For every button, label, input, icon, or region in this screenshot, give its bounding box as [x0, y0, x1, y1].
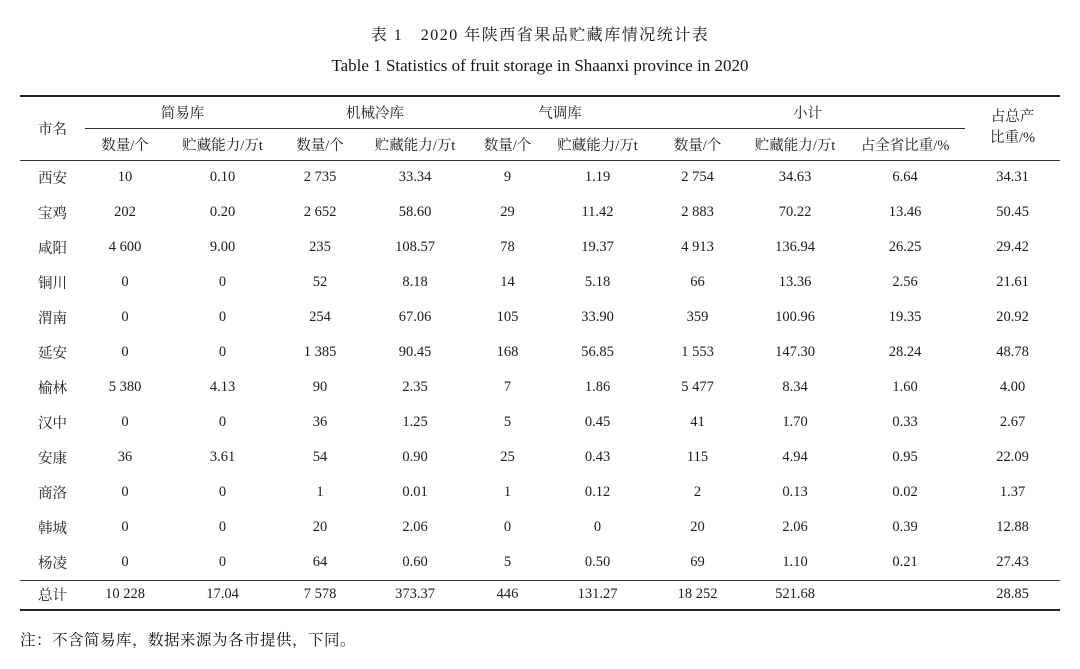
value-cell: 0.33	[892, 414, 918, 430]
table-row	[20, 195, 1060, 230]
col-header-line-2: 比重/%	[989, 130, 1036, 147]
value-cell: 1.60	[892, 379, 918, 395]
value-cell: 17.04	[165, 580, 280, 610]
value-cell: 0	[218, 344, 227, 360]
col-header-quantity-subtotal: 数量/个	[650, 128, 745, 160]
city-cell: 总计	[20, 580, 85, 610]
col-header-province-share: 占全省比重/%	[845, 128, 965, 160]
value-cell: 5 477	[681, 379, 714, 395]
value-cell: 5	[503, 553, 512, 570]
value-cell: 1.70	[782, 414, 808, 430]
value-cell: 0	[218, 309, 227, 325]
value-cell: 100.96	[775, 309, 815, 325]
value-cell: 7 578	[280, 580, 360, 610]
value-cell: 147.30	[775, 344, 815, 360]
value-cell: 20	[690, 519, 705, 535]
value-cell: 1.10	[782, 553, 808, 570]
value-cell: 235	[309, 239, 331, 255]
value-cell: 2 652	[303, 204, 337, 220]
table-note: 注：不含简易库，数据来源为各市提供，下同。	[20, 632, 357, 649]
value-cell: 8.18	[402, 274, 428, 290]
col-header-capacity-subtotal: 贮藏能力/万t	[745, 128, 845, 160]
city-cell: 杨凌	[38, 555, 67, 572]
value-cell: 29.42	[996, 239, 1029, 255]
value-cell: 0	[121, 274, 129, 290]
value-cell: 0	[503, 519, 512, 535]
value-cell: 4 600	[108, 239, 142, 255]
value-cell: 1	[503, 484, 512, 500]
value-cell: 115	[686, 449, 709, 465]
value-cell: 41	[690, 414, 705, 430]
value-cell: 34.31	[996, 169, 1029, 186]
value-cell: 0.50	[584, 553, 611, 570]
value-cell: 26.25	[888, 239, 922, 255]
col-header-quantity-simple: 数量/个	[85, 128, 165, 160]
value-cell: 13.36	[778, 274, 812, 290]
table-row	[20, 440, 1060, 475]
value-cell: 254	[309, 309, 331, 325]
value-cell: 2	[693, 484, 702, 500]
city-cell: 西安	[38, 171, 67, 188]
city-cell: 咸阳	[38, 241, 67, 257]
value-cell: 90	[312, 379, 328, 395]
sub-header-row	[20, 128, 1060, 160]
value-cell: 36	[312, 414, 328, 430]
value-cell: 446	[470, 580, 545, 610]
value-cell: 2 883	[681, 204, 714, 220]
value-cell: 0	[121, 553, 129, 570]
col-group-subtotal: 小计	[650, 96, 965, 128]
city-cell: 渭南	[38, 311, 67, 327]
table-title-cn: 表 1 2020 年陕西省果品贮藏库情况统计表	[370, 27, 710, 44]
value-cell: 54	[312, 449, 328, 465]
value-cell: 28.85	[965, 580, 1060, 610]
value-cell: 2.35	[402, 379, 428, 395]
value-cell: 33.34	[398, 169, 432, 186]
value-cell: 19.35	[888, 309, 922, 325]
table-row	[20, 160, 1060, 195]
value-cell: 70.22	[778, 204, 812, 220]
table-row	[20, 335, 1060, 370]
table-title-en: Table 1 Statistics of fruit storage in Shaanxi province in 2020	[331, 56, 749, 75]
value-cell: 0.13	[782, 484, 808, 500]
value-cell: 56.85	[581, 344, 614, 360]
value-cell: 4.00	[999, 379, 1026, 395]
value-cell: 1 385	[303, 344, 337, 360]
table-total-row	[20, 580, 1060, 610]
value-cell: 90.45	[398, 344, 432, 360]
group-header-row	[20, 96, 1060, 128]
value-cell: 373.37	[360, 580, 470, 610]
city-cell: 宝鸡	[38, 206, 67, 222]
value-cell: 52	[312, 274, 328, 290]
value-cell: 5	[503, 414, 512, 430]
table-row	[20, 405, 1060, 440]
value-cell: 2.67	[999, 414, 1026, 430]
value-cell: 0.20	[209, 204, 236, 220]
value-cell: 0.95	[892, 449, 918, 465]
value-cell: 0.21	[892, 553, 918, 570]
value-cell: 66	[690, 274, 705, 290]
value-cell: 5.18	[584, 274, 611, 290]
table-row	[20, 230, 1060, 265]
value-cell: 36	[117, 449, 133, 465]
value-cell: 11.42	[581, 204, 614, 220]
value-cell: 9.00	[209, 239, 236, 255]
value-cell: 9	[503, 169, 512, 186]
value-cell: 50.45	[996, 204, 1029, 220]
value-cell: 67.06	[398, 309, 432, 325]
value-cell: 19.37	[581, 239, 614, 255]
city-cell: 铜川	[38, 276, 67, 292]
value-cell: 4.94	[782, 449, 808, 465]
value-cell: 58.60	[398, 204, 432, 220]
table-row	[20, 265, 1060, 300]
value-cell	[845, 580, 965, 610]
value-cell: 20.92	[996, 309, 1029, 325]
col-header-city: 市名	[20, 96, 85, 160]
value-cell: 7	[503, 379, 512, 395]
col-header-share-of-total-production	[965, 96, 1060, 160]
value-cell: 0.60	[402, 553, 428, 570]
table-body	[20, 160, 1060, 610]
value-cell: 0	[121, 309, 129, 325]
value-cell: 0	[218, 519, 227, 535]
value-cell: 1.37	[999, 484, 1026, 500]
value-cell: 5 380	[108, 379, 142, 395]
value-cell: 0.12	[584, 484, 611, 500]
value-cell: 18 252	[650, 580, 745, 610]
value-cell: 20	[312, 519, 328, 535]
city-cell: 延安	[38, 346, 67, 362]
value-cell: 27.43	[996, 553, 1029, 570]
city-cell: 商洛	[38, 486, 67, 502]
city-cell: 榆林	[38, 381, 67, 397]
value-cell: 131.27	[545, 580, 650, 610]
value-cell: 0	[121, 484, 129, 500]
col-header-quantity-atmosphere: 数量/个	[470, 128, 545, 160]
value-cell: 2.56	[892, 274, 918, 290]
value-cell: 28.24	[888, 344, 922, 360]
table-row	[20, 510, 1060, 545]
value-cell: 0	[593, 519, 602, 535]
value-cell: 6.64	[892, 169, 918, 186]
value-cell: 1 553	[681, 344, 714, 360]
col-header-capacity-simple: 贮藏能力/万t	[165, 128, 280, 160]
value-cell: 202	[114, 204, 136, 220]
value-cell: 0.10	[209, 169, 236, 186]
value-cell: 136.94	[775, 239, 815, 255]
value-cell: 14	[500, 274, 515, 290]
value-cell: 2.06	[782, 519, 808, 535]
value-cell: 2 735	[303, 169, 337, 186]
value-cell: 21.61	[996, 274, 1029, 290]
value-cell: 29	[500, 204, 515, 220]
value-cell: 3.61	[209, 449, 236, 465]
value-cell: 1.25	[402, 414, 428, 430]
value-cell: 0.01	[402, 484, 428, 500]
value-cell: 48.78	[996, 344, 1029, 360]
value-cell: 0.90	[402, 449, 428, 465]
table-row	[20, 475, 1060, 510]
city-cell: 韩城	[38, 521, 67, 537]
table-row	[20, 545, 1060, 580]
value-cell: 10 228	[85, 580, 165, 610]
col-header-capacity-atmosphere: 贮藏能力/万t	[545, 128, 650, 160]
value-cell: 1	[316, 484, 324, 500]
value-cell: 2.06	[402, 519, 428, 535]
table-row	[20, 370, 1060, 405]
value-cell: 0	[121, 344, 129, 360]
value-cell: 2 754	[681, 169, 714, 186]
value-cell: 4.13	[209, 379, 236, 395]
city-cell: 安康	[38, 451, 67, 467]
value-cell: 0.43	[584, 449, 611, 465]
value-cell: 1.86	[584, 379, 611, 395]
col-group-controlled-atmosphere-storage: 气调库	[470, 96, 650, 128]
city-cell: 汉中	[38, 416, 67, 432]
value-cell: 0	[218, 553, 227, 570]
value-cell: 64	[312, 553, 328, 570]
value-cell: 359	[686, 309, 709, 325]
value-cell: 4 913	[681, 239, 714, 255]
value-cell: 0	[218, 484, 227, 500]
value-cell: 108.57	[395, 239, 435, 255]
fruit-storage-table	[20, 95, 1060, 611]
value-cell: 0	[218, 414, 227, 430]
value-cell: 69	[690, 553, 705, 570]
value-cell: 22.09	[996, 449, 1029, 465]
value-cell: 33.90	[581, 309, 614, 325]
table-row	[20, 300, 1060, 335]
value-cell: 1.19	[584, 169, 611, 186]
col-group-simple-storage: 简易库	[85, 96, 280, 128]
col-header-line-1: 占总产	[990, 109, 1035, 126]
value-cell: 25	[500, 449, 515, 465]
value-cell: 34.63	[778, 169, 812, 186]
value-cell: 13.46	[888, 204, 922, 220]
value-cell: 0.45	[584, 414, 611, 430]
value-cell: 0	[121, 519, 129, 535]
col-header-quantity-mechanical: 数量/个	[280, 128, 360, 160]
value-cell: 521.68	[745, 580, 845, 610]
value-cell: 0	[121, 414, 129, 430]
col-group-mechanical-cold-storage: 机械冷库	[280, 96, 470, 128]
value-cell: 10	[117, 169, 133, 186]
value-cell: 0	[218, 274, 227, 290]
value-cell: 78	[500, 239, 515, 255]
value-cell: 105	[496, 309, 519, 325]
table-header	[20, 96, 1060, 160]
value-cell: 12.88	[996, 519, 1029, 535]
col-header-capacity-mechanical: 贮藏能力/万t	[360, 128, 470, 160]
value-cell: 8.34	[782, 379, 808, 395]
value-cell: 0.39	[892, 519, 918, 535]
value-cell: 168	[496, 344, 519, 360]
value-cell: 0.02	[892, 484, 918, 500]
